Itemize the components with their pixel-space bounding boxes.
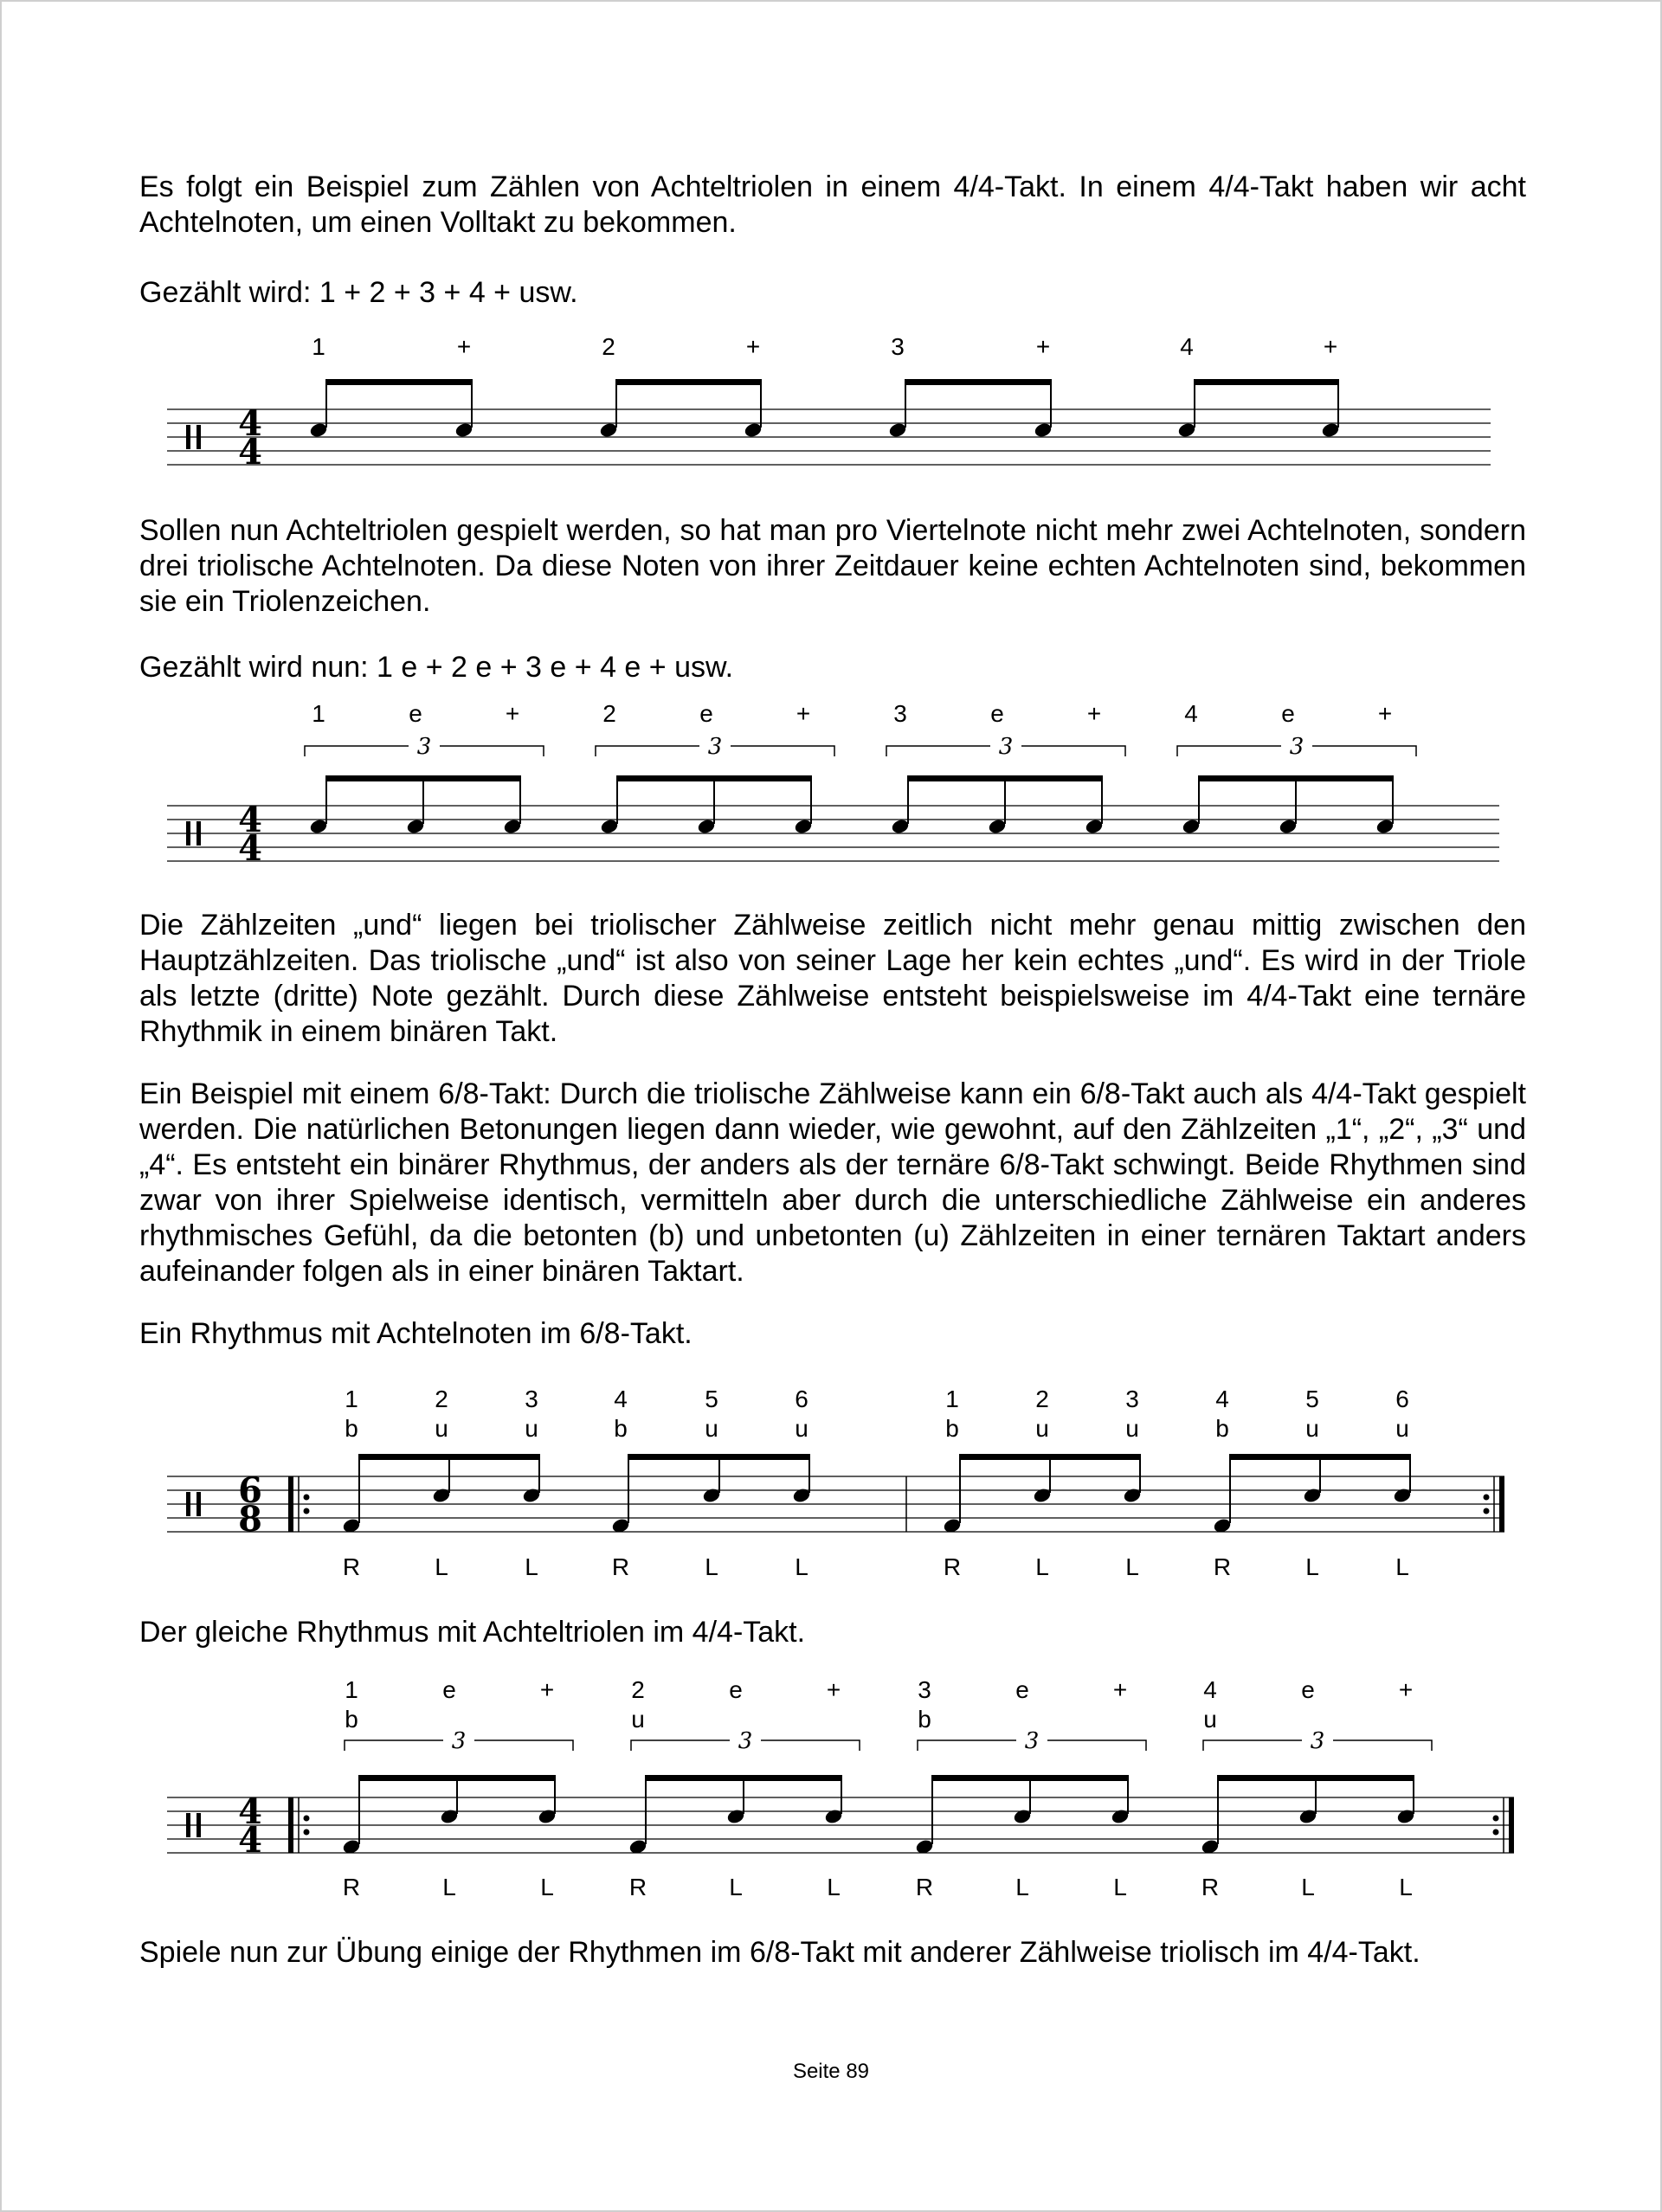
count-label: + <box>505 700 520 727</box>
count-label: 3 <box>525 1386 538 1412</box>
count-label: 1 <box>312 333 325 360</box>
sticking-label: L <box>525 1553 538 1580</box>
sticking-label: L <box>1125 1553 1139 1580</box>
count-label: + <box>539 1676 555 1703</box>
und-paragraph: Die Zählzeiten „und“ liegen bei triolischer Zählweise zeitlich nicht mehr genau mittig zwischen den Hauptzählzeiten. Das triolische „und“ ist also von seiner Lage her kein echtes „und“. Es wird in der Triole als letzte (dritte) Note gezählt. Durch diese Zählweise entsteht beispielsweise im 4/4-Takt eine ternäre Rhythmik in einem binären Takt. <box>139 909 1526 1048</box>
sticking-label: R <box>342 1874 361 1900</box>
percussion-clef-bar <box>196 821 201 846</box>
tuplet-bracket <box>1047 1740 1146 1751</box>
notation-example-six-eight <box>167 1386 1504 1580</box>
tuplet-number: 3 <box>998 734 1014 760</box>
accent-label: u <box>525 1415 538 1442</box>
repeat-start-thick-bar <box>288 1797 293 1853</box>
sticking-label: L <box>1113 1874 1127 1900</box>
sticking-label: L <box>442 1874 456 1900</box>
sticking-label: R <box>628 1874 647 1900</box>
count-label: 5 <box>1305 1386 1319 1412</box>
count-label: 5 <box>705 1386 718 1412</box>
beam <box>645 1775 842 1781</box>
count-label: 3 <box>891 333 905 360</box>
repeat-end-thick-bar <box>1499 1476 1504 1532</box>
beam <box>1194 379 1339 385</box>
beam <box>959 1454 1141 1460</box>
tuplet-number: 3 <box>1024 1728 1040 1754</box>
sticking-label: L <box>795 1553 808 1580</box>
count-label: + <box>745 333 761 360</box>
tuplet-bracket <box>345 1740 443 1751</box>
repeat-dot <box>304 1508 310 1514</box>
tuplet-bracket <box>886 746 990 756</box>
sticking-label: L <box>1395 1553 1409 1580</box>
count-label: e <box>1015 1676 1029 1703</box>
tuplet-bracket <box>631 1740 730 1751</box>
count-label: 4 <box>614 1386 628 1412</box>
count-label: e <box>729 1676 743 1703</box>
count-line-eighths: Gezählt wird: 1 + 2 + 3 + 4 + usw. <box>139 276 578 309</box>
count-label: 3 <box>893 700 907 727</box>
beam <box>325 379 473 385</box>
tuplet-number: 3 <box>1289 734 1304 760</box>
count-label: e <box>699 700 713 727</box>
accent-label: u <box>1125 1415 1139 1442</box>
notation-example-four-four-triplets <box>167 1676 1514 1900</box>
tuplet-bracket <box>1177 746 1281 756</box>
sticking-label: L <box>540 1874 554 1900</box>
beam <box>1198 775 1394 781</box>
tuplet-bracket <box>596 746 699 756</box>
tuplet-bracket <box>1203 1740 1302 1751</box>
count-label: 4 <box>1215 1386 1229 1412</box>
accent-label: u <box>705 1415 718 1442</box>
accent-label: b <box>345 1415 358 1442</box>
count-label: e <box>1281 700 1295 727</box>
tuplet-bracket <box>1333 1740 1432 1751</box>
beam <box>1217 1775 1414 1781</box>
repeat-dot <box>304 1495 310 1501</box>
accent-label: b <box>1215 1415 1229 1442</box>
count-label: 2 <box>631 1676 645 1703</box>
count-line-triplets: Gezählt wird nun: 1 e + 2 e + 3 e + 4 e + usw. <box>139 651 734 684</box>
sticking-label: L <box>827 1874 841 1900</box>
six-eight-paragraph: Ein Beispiel mit einem 6/8-Takt: Durch die triolische Zählweise kann ein 6/8-Takt auch als 4/4-Takt gespielt werden. Die natürlichen Betonungen liegen dann wieder, wie gewohnt, auf den Zählzeiten „1“, „2“, „3“ und „4“. Es entsteht ein binärer Rhythmus, der anders als der ternäre 6/8-Takt schwingt. Beide Rhythmen sind zwar von ihrer Spielweise identisch, vermitteln aber durch die unterschiedliche Zählweise ein anderes rhythmisches Gefühl, da die betonten (b) und unbetonten (u) Zählzeiten in einer ternären Taktart anders aufeinander folgen als in einer binären Taktart. <box>139 1077 1526 1288</box>
accent-label: u <box>631 1706 645 1733</box>
time-signature-numerator: 4 <box>238 800 262 840</box>
count-label: + <box>1323 333 1338 360</box>
count-label: 2 <box>435 1386 448 1412</box>
count-label: + <box>1398 1676 1414 1703</box>
notation-example-triplets <box>167 700 1499 869</box>
count-label: 4 <box>1203 1676 1217 1703</box>
accent-label: u <box>435 1415 448 1442</box>
accent-label: u <box>1395 1415 1409 1442</box>
count-label: + <box>826 1676 841 1703</box>
tuplet-bracket <box>1312 746 1416 756</box>
tuplet-number: 3 <box>416 734 432 760</box>
count-label: 6 <box>1395 1386 1409 1412</box>
repeat-dot <box>304 1829 310 1836</box>
sticking-label: L <box>1305 1553 1319 1580</box>
sticking-label: R <box>943 1553 962 1580</box>
accent-label: u <box>1203 1706 1217 1733</box>
sticking-label: R <box>915 1874 934 1900</box>
sticking-label: R <box>1213 1553 1232 1580</box>
notation-example-eighths <box>167 333 1491 473</box>
tuplet-bracket <box>440 746 544 756</box>
sticking-label: L <box>1035 1553 1049 1580</box>
triplet-paragraph: Sollen nun Achteltriolen gespielt werden, so hat man pro Viertelnote nicht mehr zwei Achtelnoten, sondern drei triolische Achtelnoten. Da diese Noten von ihrer Zeitdauer keine echten Achtelnoten sind, bekommen sie ein Triolenzeichen. <box>139 514 1526 618</box>
accent-label: b <box>614 1415 628 1442</box>
sticking-label: L <box>705 1553 718 1580</box>
count-label: e <box>1301 1676 1315 1703</box>
percussion-clef-bar <box>196 425 201 449</box>
count-label: 4 <box>1180 333 1194 360</box>
beam <box>358 1454 540 1460</box>
count-label: + <box>796 700 811 727</box>
time-signature-numerator: 6 <box>238 1470 262 1511</box>
percussion-clef-bar <box>186 1492 190 1516</box>
sticking-label: L <box>1301 1874 1315 1900</box>
repeat-end-thick-bar <box>1509 1797 1514 1853</box>
beam <box>616 775 812 781</box>
time-signature-denominator: 4 <box>238 1820 262 1861</box>
intro-paragraph: Es folgt ein Beispiel zum Zählen von Achteltriolen in einem 4/4-Takt. In einem 4/4-Takt haben wir acht Achtelnoten, um einen Volltakt zu bekommen. <box>139 170 1526 239</box>
sticking-label: L <box>1015 1874 1029 1900</box>
exercise-instruction: Spiele nun zur Übung einige der Rhythmen im 6/8-Takt mit anderer Zählweise triolisch im 4/4-Takt. <box>139 1936 1420 1969</box>
accent-label: b <box>918 1706 931 1733</box>
sticking-label: L <box>1399 1874 1413 1900</box>
count-label: + <box>456 333 472 360</box>
accent-label: u <box>1305 1415 1319 1442</box>
tuplet-bracket <box>305 746 409 756</box>
caption-six-eight: Ein Rhythmus mit Achtelnoten im 6/8-Takt. <box>139 1317 692 1350</box>
count-label: 2 <box>1035 1386 1049 1412</box>
count-label: e <box>990 700 1004 727</box>
count-label: 2 <box>602 700 616 727</box>
count-label: 2 <box>602 333 615 360</box>
percussion-clef-bar <box>186 1813 190 1837</box>
beam <box>905 379 1052 385</box>
tuplet-bracket <box>761 1740 860 1751</box>
beam <box>615 379 762 385</box>
count-label: 6 <box>795 1386 808 1412</box>
caption-four-four: Der gleiche Rhythmus mit Achteltriolen im 4/4-Takt. <box>139 1616 806 1649</box>
repeat-dot <box>1493 1829 1499 1836</box>
count-label: e <box>442 1676 456 1703</box>
beam <box>325 775 521 781</box>
sticking-label: L <box>729 1874 743 1900</box>
beam <box>907 775 1103 781</box>
repeat-dot <box>1493 1816 1499 1822</box>
count-label: 3 <box>918 1676 931 1703</box>
count-label: + <box>1035 333 1051 360</box>
beam <box>628 1454 810 1460</box>
tuplet-number: 3 <box>1310 1728 1325 1754</box>
time-signature-denominator: 4 <box>238 432 262 473</box>
accent-label: u <box>795 1415 808 1442</box>
percussion-clef-bar <box>186 821 190 846</box>
count-label: 1 <box>945 1386 959 1412</box>
beam <box>358 1775 556 1781</box>
accent-label: b <box>345 1706 358 1733</box>
count-label: 1 <box>312 700 325 727</box>
count-label: + <box>1112 1676 1128 1703</box>
tuplet-bracket <box>474 1740 573 1751</box>
tuplet-number: 3 <box>451 1728 467 1754</box>
sticking-label: R <box>342 1553 361 1580</box>
tuplet-number: 3 <box>738 1728 753 1754</box>
count-label: 1 <box>345 1676 358 1703</box>
percussion-clef-bar <box>196 1492 201 1516</box>
percussion-clef-bar <box>186 425 190 449</box>
sticking-label: R <box>611 1553 630 1580</box>
time-signature-denominator: 8 <box>238 1499 262 1540</box>
count-label: + <box>1086 700 1102 727</box>
page-number: Seite 89 <box>792 2060 870 2083</box>
count-label: e <box>409 700 422 727</box>
sticking-label: L <box>435 1553 448 1580</box>
tuplet-bracket <box>1021 746 1125 756</box>
time-signature-numerator: 4 <box>238 1791 262 1832</box>
percussion-clef-bar <box>196 1813 201 1837</box>
repeat-dot <box>1484 1508 1490 1514</box>
accent-label: u <box>1035 1415 1049 1442</box>
time-signature-numerator: 4 <box>238 403 262 444</box>
repeat-dot <box>1484 1495 1490 1501</box>
repeat-dot <box>304 1816 310 1822</box>
count-label: 3 <box>1125 1386 1139 1412</box>
count-label: 4 <box>1184 700 1198 727</box>
tuplet-number: 3 <box>707 734 723 760</box>
tuplet-bracket <box>731 746 834 756</box>
tuplet-bracket <box>918 1740 1016 1751</box>
count-label: + <box>1377 700 1393 727</box>
beam <box>931 1775 1129 1781</box>
time-signature-denominator: 4 <box>238 828 262 869</box>
beam <box>1229 1454 1411 1460</box>
repeat-start-thick-bar <box>288 1476 293 1532</box>
count-label: 1 <box>345 1386 358 1412</box>
accent-label: b <box>945 1415 959 1442</box>
sticking-label: R <box>1201 1874 1220 1900</box>
